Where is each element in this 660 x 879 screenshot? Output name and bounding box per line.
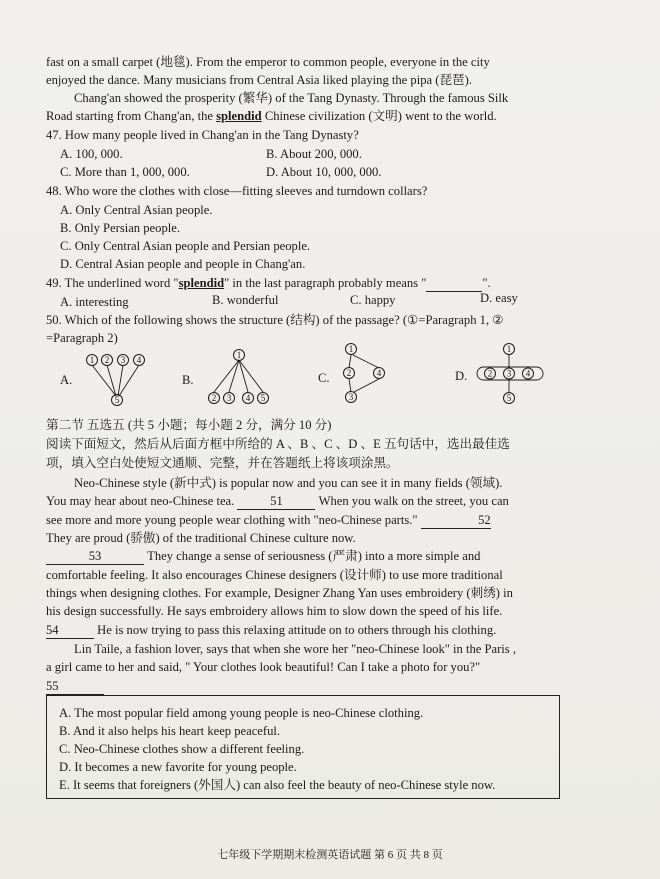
option-49d: D. easy [480, 291, 518, 305]
structure-diagram-b [203, 346, 283, 412]
passage-line: Neo-Chinese style (新中式) is popular now and you can see it in many fields (领域). [74, 476, 503, 490]
passage-line [46, 513, 491, 529]
option-47d: D. About 10, 000, 000. [266, 165, 382, 179]
tree-node-label: 2 [211, 393, 217, 403]
option-49b: B. wonderful [212, 293, 279, 307]
option-48b: B. Only Persian people. [60, 221, 180, 235]
option-c: C. Neo-Chinese clothes show a different feeling. [59, 742, 305, 756]
underlined-word: splendid [178, 276, 225, 290]
passage-line: a girl came to her and said, " Your clothes look beautiful! Can I take a photo for you?" [46, 660, 481, 674]
text-run: You may hear about neo-Chinese tea. [46, 494, 235, 508]
tree-node-label: 1 [236, 350, 242, 360]
tree-node-label: 1 [89, 355, 95, 365]
option-47b: B. About 200, 000. [266, 147, 362, 161]
options-box [46, 695, 560, 799]
page-footer: 七年级下学期期末检测英语试题 第 6 页 共 8 页 [217, 849, 443, 861]
option-50b-label: B. [182, 373, 194, 387]
blank-55: 55 [46, 679, 104, 695]
text-run: He is now trying to pass this relaxing attitude on to others through his clothing. [97, 623, 497, 637]
passage-line: things when designing clothes. For example, Designer Zhang Yan uses embroidery (刺绣) in [46, 586, 513, 600]
structure-diagram-d [474, 340, 554, 406]
tree-node-label: 1 [506, 344, 512, 354]
passage-line [46, 109, 497, 124]
tree-node-label: 2 [104, 355, 110, 365]
answer-blank [426, 276, 482, 292]
passage-line: his design successfully. He says embroidery allows him to slow down the speed of his life. [46, 604, 503, 618]
passage-line [46, 549, 480, 565]
option-47c: C. More than 1, 000, 000. [60, 165, 190, 179]
tree-node-label: 2 [346, 368, 352, 378]
text-run: 49. The underlined word " [46, 276, 179, 290]
underlined-word: splendid [216, 109, 262, 123]
tree-node-label: 5 [506, 393, 512, 403]
question-47: 47. How many people lived in Chang'an in the Tang Dynasty? [46, 128, 359, 142]
question-50: 50. Which of the following shows the structure (结构) of the passage? (①=Paragraph 1, ② [46, 313, 504, 327]
option-50c-label: C. [318, 371, 330, 385]
question-49 [46, 276, 491, 292]
tree-node-label: 3 [226, 393, 232, 403]
structure-diagram-a [82, 352, 157, 410]
option-48c: C. Only Central Asian people and Persian people. [60, 239, 311, 253]
text-run: When you walk on the street, you can [318, 494, 509, 508]
option-49a: A. interesting [60, 295, 129, 309]
text-run: They change a sense of seriousness (严肃) into a more simple and [147, 549, 481, 563]
tree-node-label: 3 [506, 368, 512, 379]
tree-node-label: 4 [245, 393, 251, 403]
text-run: Chinese civilization (文明) went to the world. [261, 109, 497, 123]
passage-line: fast on a small carpet (地毯). From the emperor to common people, everyone in the city [46, 55, 490, 69]
passage-line: comfortable feeling. It also encourages Chinese designers (设计师) to use more traditional [46, 568, 503, 582]
option-50a-label: A. [60, 373, 73, 387]
blank-53: 53 [46, 549, 144, 565]
option-47a: A. 100, 000. [60, 147, 123, 161]
passage-line: Lin Taile, a fashion lover, says that when she wore her "neo-Chinese look" in the Paris , [74, 642, 516, 656]
option-a: A. The most popular field among young people is neo-Chinese clothing. [59, 706, 424, 720]
passage-line [46, 494, 509, 510]
option-48a: A. Only Central Asian people. [60, 203, 213, 217]
passage-line: enjoyed the dance. Many musicians from Central Asia liked playing the pipa (琵琶). [46, 73, 472, 87]
tree-node-label: 4 [136, 355, 142, 365]
tree-node-label: 3 [348, 392, 354, 402]
text-run: Road starting from Chang'an, the [46, 109, 217, 123]
question-48: 48. Who wore the clothes with close—fitting sleeves and turndown collars? [46, 184, 428, 198]
tree-node-label: 5 [260, 393, 266, 403]
tree-node-label: 4 [525, 368, 531, 379]
text-run: see more and more young people wear clothing with "neo-Chinese parts." [46, 513, 418, 527]
section-title: 第二节 五选五 (共 5 小题；每小题 2 分，满分 10 分) [46, 418, 332, 432]
instructions: 项，填入空白处使短文通顺、完整，并在答题纸上将该项涂黑。 [46, 456, 399, 470]
text-run: ". [482, 276, 491, 290]
passage-line [46, 679, 104, 695]
passage-line: Chang'an showed the prosperity (繁华) of the Tang Dynasty. Through the famous Silk [74, 91, 509, 105]
option-b: B. And it also helps his heart keep peaceful. [59, 724, 281, 738]
option-49c: C. happy [350, 293, 396, 307]
text-run: " in the last paragraph probably means " [224, 276, 427, 290]
option-d: D. It becomes a new favorite for young people. [59, 760, 297, 774]
option-48d: D. Central Asian people and people in Chang'an. [60, 257, 306, 271]
instructions: 阅读下面短文，然后从后面方框中所给的 A 、B 、C 、D 、E 五句话中，选出最佳选 [46, 437, 510, 451]
passage-line [46, 623, 496, 639]
tree-node-label: 2 [487, 368, 493, 379]
passage-line: They are proud (骄傲) of the traditional Chinese culture now. [46, 531, 356, 545]
blank-54: 54 [46, 623, 94, 639]
blank-52: 52 [421, 513, 491, 529]
tree-node-label: 5 [114, 395, 120, 405]
option-50d-label: D. [455, 369, 468, 383]
tree-node-label: 1 [348, 344, 354, 354]
blank-51: 51 [237, 494, 315, 510]
tree-node-label: 3 [120, 355, 126, 365]
structure-diagram-c [338, 340, 398, 406]
question-50-cont: =Paragraph 2) [46, 331, 118, 345]
option-e: E. It seems that foreigners (外国人) can also feel the beauty of neo-Chinese style now. [59, 778, 496, 792]
tree-node-label: 4 [376, 368, 382, 378]
